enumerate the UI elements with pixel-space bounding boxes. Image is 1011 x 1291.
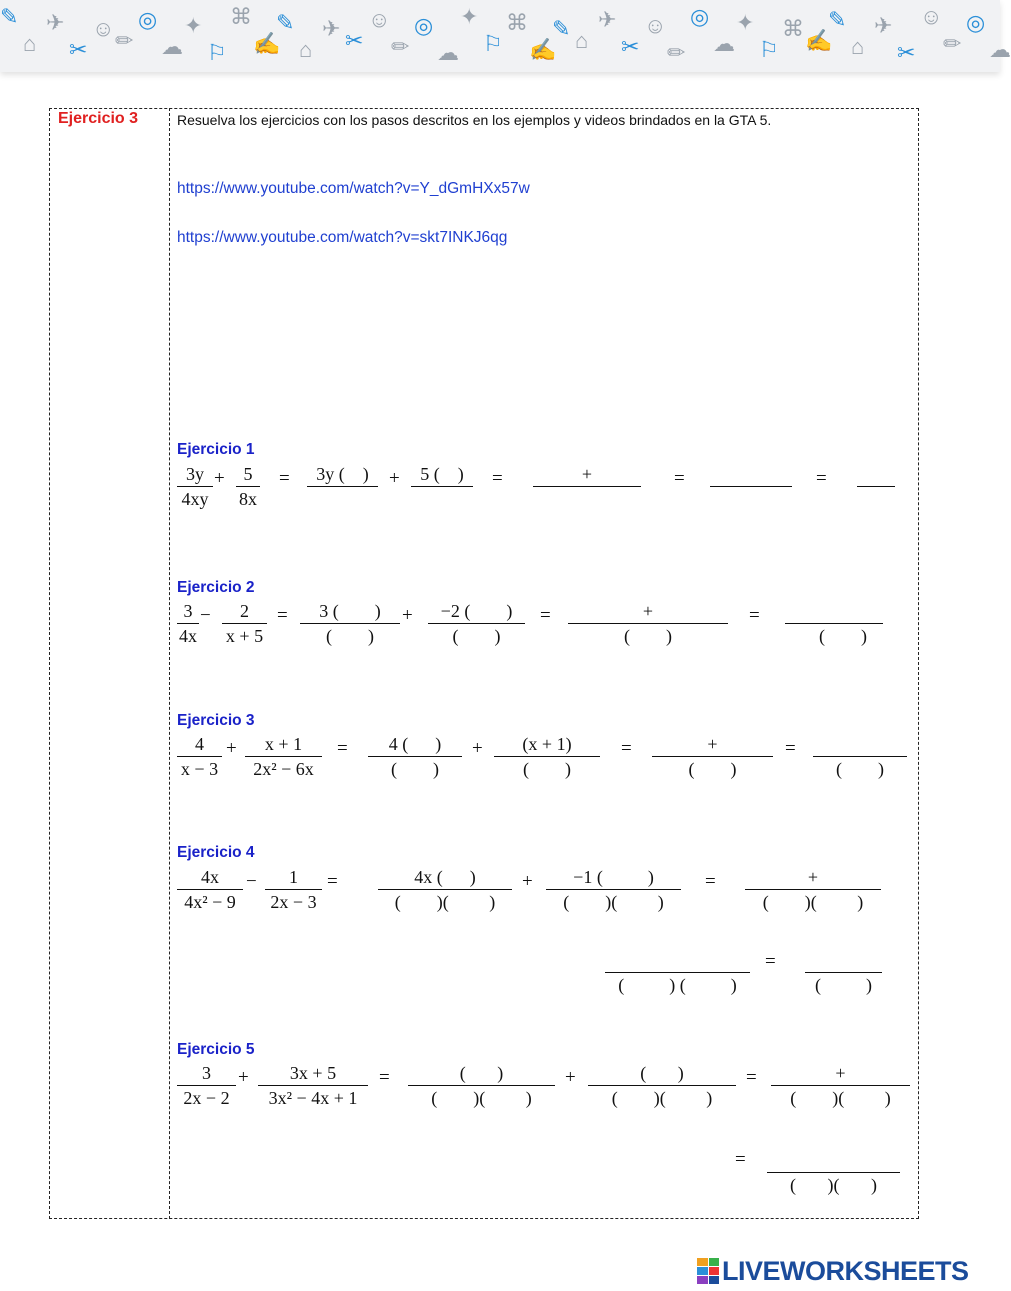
fraction-bar [236, 486, 260, 487]
fraction [245, 734, 322, 779]
doodle-icon: ⌘ [230, 4, 252, 29]
doodle-icon: ⌂ [299, 37, 313, 62]
doodle-icon: ✂ [345, 28, 364, 53]
doodle-icon: ✂ [69, 37, 88, 62]
operator: − [246, 871, 257, 892]
denominator[interactable] [710, 489, 792, 509]
operator: + [402, 605, 413, 626]
doodle-icon: ✈ [46, 10, 65, 35]
fraction-bar [258, 1085, 368, 1086]
instructions: Resuelva los ejercicios con los pasos descritos en los ejemplos y videos brindados en la GTA 5. [177, 112, 772, 128]
doodle-icon: ◎ [138, 7, 158, 32]
doodle-icon: ⚐ [759, 37, 779, 62]
doodle-icon: ✦ [460, 4, 479, 29]
fraction-bar [378, 889, 512, 890]
fraction-bar [745, 889, 881, 890]
denominator[interactable]: ( ) [523, 759, 571, 779]
numerator[interactable] [857, 464, 895, 484]
fraction [177, 601, 199, 646]
fraction [588, 1063, 736, 1108]
numerator[interactable] [813, 734, 907, 754]
numerator[interactable]: −1 ( ) [573, 867, 654, 887]
decorative-banner [0, 0, 1011, 72]
fraction [177, 867, 243, 912]
denominator[interactable]: ( ) [391, 759, 439, 779]
numerator[interactable]: + [835, 1063, 846, 1083]
operator: + [238, 1067, 249, 1088]
operator: + [226, 738, 237, 759]
numerator[interactable] [710, 464, 792, 484]
fraction [300, 601, 400, 646]
operator: = [337, 738, 348, 759]
operator: = [540, 605, 551, 626]
fraction [265, 867, 322, 912]
fraction [222, 601, 267, 646]
operator: + [389, 468, 400, 489]
denominator[interactable]: 2x − 2 [183, 1088, 230, 1108]
operator: + [522, 871, 533, 892]
numerator[interactable]: 4 ( ) [388, 734, 442, 754]
numerator[interactable]: 4x ( ) [414, 867, 476, 887]
doodle-icon: ✈ [874, 13, 893, 38]
numerator[interactable]: + [581, 464, 593, 484]
fraction-bar [710, 486, 792, 487]
fraction [771, 1063, 910, 1108]
denominator[interactable]: 8x [239, 489, 257, 509]
fraction-bar [428, 623, 525, 624]
fraction [745, 867, 881, 912]
numerator[interactable]: + [807, 867, 819, 887]
doodle-icon: ✍ [805, 28, 833, 53]
denominator[interactable]: ( ) ( ) [618, 975, 737, 995]
operator: = [746, 1067, 757, 1088]
denominator[interactable]: 2x − 3 [270, 892, 317, 912]
denominator[interactable]: ( )( ) [611, 1088, 713, 1108]
doodle-icon: ✍ [253, 31, 281, 56]
denominator[interactable]: 2x² − 6x [253, 759, 314, 779]
denominator[interactable]: x − 3 [180, 759, 219, 779]
numerator[interactable]: ( ) [640, 1063, 684, 1083]
numerator[interactable]: x + 1 [264, 734, 303, 754]
fraction-bar [494, 756, 600, 757]
doodle-icon: ✂ [621, 34, 640, 59]
fraction-bar [222, 623, 267, 624]
doodle-icon: ☁ [161, 34, 183, 59]
denominator[interactable]: ( ) [452, 626, 501, 646]
exercise-title: Ejercicio 3 [58, 110, 139, 127]
video-link-1[interactable]: https://www.youtube.com/watch?v=Y_dGmHXx57w [177, 180, 530, 197]
doodle-icon: ✏ [667, 40, 686, 65]
doodle-icon: ✏ [115, 28, 134, 53]
doodle-icon: ✏ [391, 34, 410, 59]
denominator[interactable]: 3x² − 4x + 1 [268, 1088, 358, 1108]
denominator[interactable]: 4x [179, 626, 197, 646]
denominator[interactable]: ( ) [326, 626, 374, 646]
operator: = [785, 738, 796, 759]
doodle-icon: ◎ [690, 4, 710, 29]
fraction-bar [408, 1085, 555, 1086]
numerator[interactable] [805, 950, 882, 970]
fraction [813, 734, 907, 779]
fraction [767, 1150, 900, 1195]
doodle-icon: ✈ [598, 7, 617, 32]
doodle-icon: ⚐ [483, 31, 503, 56]
denominator[interactable]: 4xy [181, 489, 209, 509]
denominator[interactable]: ( )( ) [790, 1175, 877, 1195]
doodle-icon: ☺ [644, 13, 667, 38]
doodle-icon: ☺ [920, 4, 943, 29]
fraction [177, 734, 222, 779]
doodle-icon: ✎ [552, 16, 571, 41]
doodle-icon: ⌂ [575, 28, 589, 53]
doodle-icon: ☺ [92, 16, 115, 41]
fraction-bar [533, 486, 641, 487]
operator: = [492, 468, 503, 489]
fraction [785, 601, 883, 646]
denominator[interactable] [857, 489, 895, 509]
exercise-label: Ejercicio 5 [177, 1041, 255, 1058]
fraction-bar [177, 486, 213, 487]
doodle-icon: ✎ [276, 10, 295, 35]
denominator[interactable]: ( )( ) [563, 892, 664, 912]
exercise-label: Ejercicio 4 [177, 844, 255, 861]
numerator[interactable]: 3 [202, 1063, 211, 1083]
liveworksheets-logo [697, 1256, 969, 1286]
denominator[interactable]: ( )( ) [762, 892, 864, 912]
logo-icon [697, 1258, 719, 1284]
doodle-icon: ✏ [943, 31, 962, 56]
fraction [805, 950, 882, 995]
doodle-icon: ⌘ [506, 10, 528, 35]
numerator[interactable]: 4x [201, 867, 219, 887]
operator: = [749, 605, 760, 626]
numerator[interactable]: + [707, 734, 718, 754]
denominator[interactable]: ( ) [801, 626, 867, 646]
fraction-bar [265, 889, 322, 890]
fraction-bar [805, 972, 882, 973]
denominator[interactable]: ( ) [624, 626, 672, 646]
doodle-icon: ✍ [529, 37, 557, 62]
numerator[interactable] [605, 950, 750, 970]
operator: = [816, 468, 827, 489]
operator: = [765, 951, 776, 972]
exercise-label: Ejercicio 2 [177, 579, 255, 596]
fraction [605, 950, 750, 995]
operator: = [279, 468, 290, 489]
video-link-2[interactable]: https://www.youtube.com/watch?v=skt7INKJ6qg [177, 229, 508, 246]
fraction-bar [177, 889, 243, 890]
exercise-label: Ejercicio 1 [177, 441, 255, 458]
fraction [652, 734, 773, 779]
fraction [533, 464, 641, 509]
fraction [411, 464, 473, 509]
denominator[interactable] [533, 489, 641, 509]
doodle-icon: ✦ [736, 10, 755, 35]
fraction [428, 601, 525, 646]
numerator[interactable] [785, 601, 883, 621]
fraction-bar [177, 756, 222, 757]
doodle-icon: ⌘ [782, 16, 804, 41]
fraction-bar [785, 623, 883, 624]
fraction [568, 601, 728, 646]
doodle-icon: ☺ [368, 7, 391, 32]
fraction [408, 1063, 555, 1108]
numerator[interactable]: + [642, 601, 654, 621]
fraction [236, 464, 260, 509]
doodle-icon: ⌂ [851, 34, 865, 59]
denominator[interactable]: 4x² − 9 [184, 892, 236, 912]
exercise-label: Ejercicio 3 [177, 712, 255, 729]
doodle-icon: ◎ [966, 10, 986, 35]
fraction-bar [767, 1172, 900, 1173]
fraction-bar [177, 1085, 236, 1086]
denominator[interactable]: ( ) [815, 975, 872, 995]
denominator[interactable] [411, 489, 473, 509]
numerator[interactable]: −2 ( ) [440, 601, 513, 621]
fraction-bar [588, 1085, 736, 1086]
numerator[interactable]: 5 ( ) [420, 464, 464, 484]
operator: + [214, 468, 225, 489]
fraction [378, 867, 512, 912]
fraction [177, 1063, 236, 1108]
fraction [177, 464, 213, 509]
numerator[interactable] [767, 1150, 900, 1170]
numerator[interactable]: 1 [289, 867, 298, 887]
numerator[interactable]: 3 ( ) [319, 601, 381, 621]
column-divider [169, 108, 170, 1219]
numerator[interactable]: 2 [240, 601, 249, 621]
fraction-bar [857, 486, 895, 487]
operator: + [472, 738, 483, 759]
fraction-bar [605, 972, 750, 973]
denominator[interactable]: ( )( ) [394, 892, 496, 912]
numerator[interactable]: 3y [186, 464, 204, 484]
fraction-bar [546, 889, 681, 890]
operator: = [277, 605, 288, 626]
denominator[interactable]: ( )( ) [790, 1088, 891, 1108]
numerator[interactable]: ( ) [459, 1063, 504, 1083]
doodle-icon: ⚐ [207, 40, 227, 65]
fraction [546, 867, 681, 912]
doodle-icon: ◎ [414, 13, 434, 38]
operator: = [621, 738, 632, 759]
doodle-icon: ☁ [989, 37, 1011, 62]
denominator[interactable]: x + 5 [225, 626, 264, 646]
fraction-bar [245, 756, 322, 757]
numerator[interactable]: 4 [195, 734, 204, 754]
doodle-icon: ✦ [184, 13, 203, 38]
doodle-icon: ☁ [437, 40, 459, 65]
fraction-bar [568, 623, 728, 624]
operator: = [735, 1149, 746, 1170]
operator: = [674, 468, 685, 489]
fraction [494, 734, 600, 779]
fraction [857, 464, 895, 509]
doodle-icon: ⌂ [23, 31, 37, 56]
fraction-bar [771, 1085, 910, 1086]
denominator[interactable]: ( )( ) [431, 1088, 532, 1108]
numerator[interactable]: 5 [243, 464, 253, 484]
doodle-icon: ☁ [713, 31, 735, 56]
numerator[interactable]: (x + 1) [522, 734, 572, 754]
fraction [258, 1063, 368, 1108]
logo-text: LIVEWORKSHEETS [722, 1255, 969, 1286]
fraction-bar [411, 486, 473, 487]
operator: + [565, 1067, 576, 1088]
fraction [307, 464, 378, 509]
operator: = [327, 871, 338, 892]
fraction-bar [368, 756, 462, 757]
fraction [710, 464, 792, 509]
fraction-bar [177, 623, 199, 624]
doodle-icon: ✎ [0, 4, 19, 29]
numerator[interactable]: 3y ( ) [316, 464, 369, 484]
fraction [368, 734, 462, 779]
numerator[interactable]: 3 [183, 601, 193, 621]
numerator[interactable]: 3x + 5 [289, 1063, 337, 1083]
denominator[interactable]: ( ) [688, 759, 737, 779]
doodle-icon: ✂ [897, 40, 916, 65]
operator: = [705, 871, 716, 892]
fraction-bar [813, 756, 907, 757]
doodle-icon: ✈ [322, 16, 341, 41]
denominator[interactable] [307, 489, 378, 509]
fraction-bar [307, 486, 378, 487]
fraction-bar [300, 623, 400, 624]
fraction-bar [652, 756, 773, 757]
doodle-icon: ✎ [828, 7, 847, 32]
operator: − [200, 605, 211, 626]
operator: = [379, 1067, 390, 1088]
denominator[interactable]: ( ) [836, 759, 884, 779]
